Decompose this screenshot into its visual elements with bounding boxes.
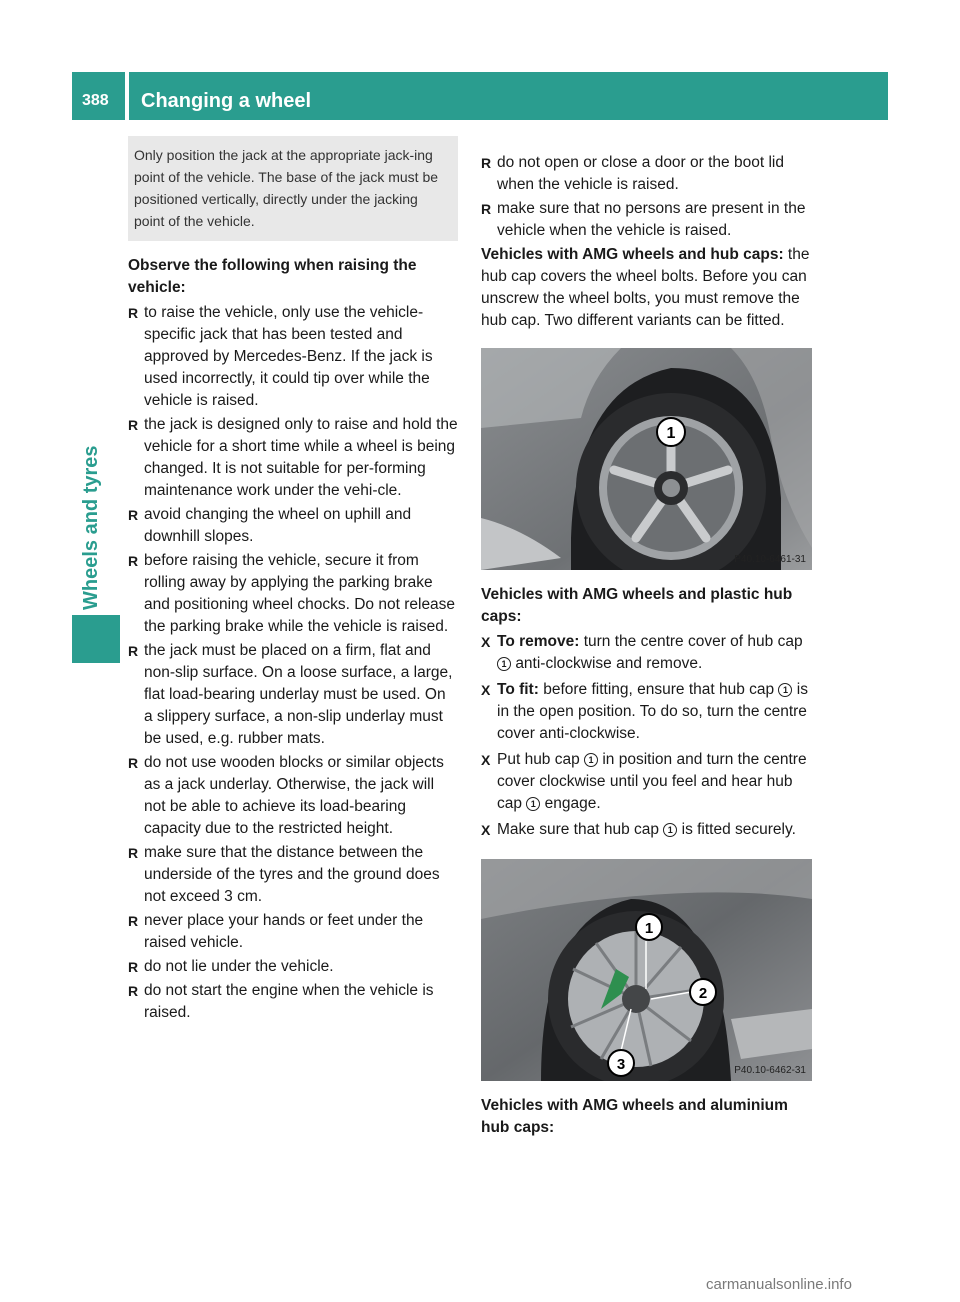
step-text: is fitted securely.: [681, 821, 796, 838]
watermark: carmanualsonline.info: [706, 1276, 852, 1293]
step-text: before fitting, ensure that hub cap: [543, 681, 775, 698]
amg-hub-paragraph: [481, 244, 812, 332]
plastic-hub-steps: [481, 631, 812, 841]
jack-note: Only position the jack at the appropriate jack-ing point of the vehicle. The base of the jack must be positioned vertically, directly under the jacking point of the vehicle.: [128, 136, 458, 241]
list-item: R do not use wooden blocks or similar objects as a jack underlay. Otherwise, the jack will not be able to achieve its load-bearing capacity due to the restricted height.: [128, 752, 458, 840]
step-text: is in the open position. To do so, turn the centre cover anti-clockwise.: [497, 681, 808, 742]
page-number: 388: [82, 92, 109, 109]
image-reference: P40.10-6461-31: [734, 554, 806, 565]
step-text: Put hub cap: [497, 751, 580, 768]
amg-hub-heading: Vehicles with AMG wheels and hub caps:: [481, 246, 784, 263]
callout-1-icon: 1: [663, 823, 677, 837]
callout-1-icon: 1: [778, 683, 792, 697]
raising-precautions-list: [128, 302, 458, 1024]
list-item: R the jack must be placed on a firm, flat and non-slip surface. On a loose surface, a large, flat load-bearing underlay must be used. On a slippery surface, a non-slip underlay must be used, e.g. rubber mats.: [128, 640, 458, 750]
step-text: Make sure that hub cap: [497, 821, 659, 838]
wheel-photo-aluminium-hub-cap: [481, 859, 812, 1081]
step-text: engage.: [544, 795, 601, 812]
list-item: R avoid changing the wheel on uphill and downhill slopes.: [128, 504, 458, 548]
list-item: R the jack is designed only to raise and hold the vehicle for a short time while a wheel is being changed. It is not suitable for per-forming maintenance work under the vehi-cle.: [128, 414, 458, 502]
wheel-photo-plastic-hub-cap: [481, 348, 812, 570]
list-item: R do not lie under the vehicle.: [128, 956, 458, 978]
step-text: turn the centre cover of hub cap: [583, 633, 803, 650]
list-item: R make sure that the distance between the underside of the tyres and the ground does not exceed 3 cm.: [128, 842, 458, 908]
raising-precautions-list-cont: [481, 152, 812, 242]
step-item: [481, 631, 812, 675]
callout-1-label: 1: [644, 920, 654, 937]
aluminium-hub-heading: Vehicles with AMG wheels and aluminium hub caps:: [481, 1097, 788, 1136]
image-reference: P40.10-6462-31: [734, 1065, 806, 1076]
callout-1-icon: 1: [584, 753, 598, 767]
step-item: [481, 679, 812, 745]
wheel-illustration: [481, 348, 812, 570]
header-divider: [125, 72, 129, 120]
step-label: To remove:: [497, 633, 580, 650]
step-text: anti-clockwise and remove.: [515, 655, 703, 672]
wheel-illustration: [481, 859, 812, 1081]
step-item: [481, 749, 812, 815]
observe-heading: Observe the following when raising the vehicle:: [128, 257, 417, 296]
step-label: To fit:: [497, 681, 539, 698]
callout-2-label: 2: [698, 985, 708, 1002]
list-item: R never place your hands or feet under the raised vehicle.: [128, 910, 458, 954]
callout-1-label: 1: [666, 425, 676, 442]
callout-1-icon: 1: [497, 657, 511, 671]
left-column: [128, 136, 458, 1026]
list-item: R before raising the vehicle, secure it from rolling away by applying the parking brake and positioning wheel chocks. Do not release the parking brake while the vehicle is raised.: [128, 550, 458, 638]
plastic-hub-heading: Vehicles with AMG wheels and plastic hub caps:: [481, 586, 793, 625]
side-tab-label: Wheels and tyres: [80, 445, 102, 610]
right-column: [481, 152, 812, 1139]
callout-1-icon: 1: [526, 797, 540, 811]
page-header: [72, 72, 888, 120]
list-item: R do not start the engine when the vehicle is raised.: [128, 980, 458, 1024]
list-item: R make sure that no persons are present in the vehicle when the vehicle is raised.: [481, 198, 812, 242]
callout-3-label: 3: [616, 1056, 626, 1073]
list-item: R to raise the vehicle, only use the vehicle-specific jack that has been tested and approved by Mercedes-Benz. If the jack is used incorrectly, it could tip over while the vehicle is raised.: [128, 302, 458, 412]
side-tab-marker: [72, 615, 120, 663]
section-title: Changing a wheel: [141, 90, 312, 112]
step-item: [481, 819, 812, 841]
amg-hub-text: the hub cap covers the wheel bolts. Before you can unscrew the wheel bolts, you must remove the hub cap. Two different variants can be fitted.: [481, 246, 810, 329]
list-item: R do not open or close a door or the boot lid when the vehicle is raised.: [481, 152, 812, 196]
step-text: in position and turn the centre cover clockwise until you feel and hear hub cap: [497, 751, 807, 812]
